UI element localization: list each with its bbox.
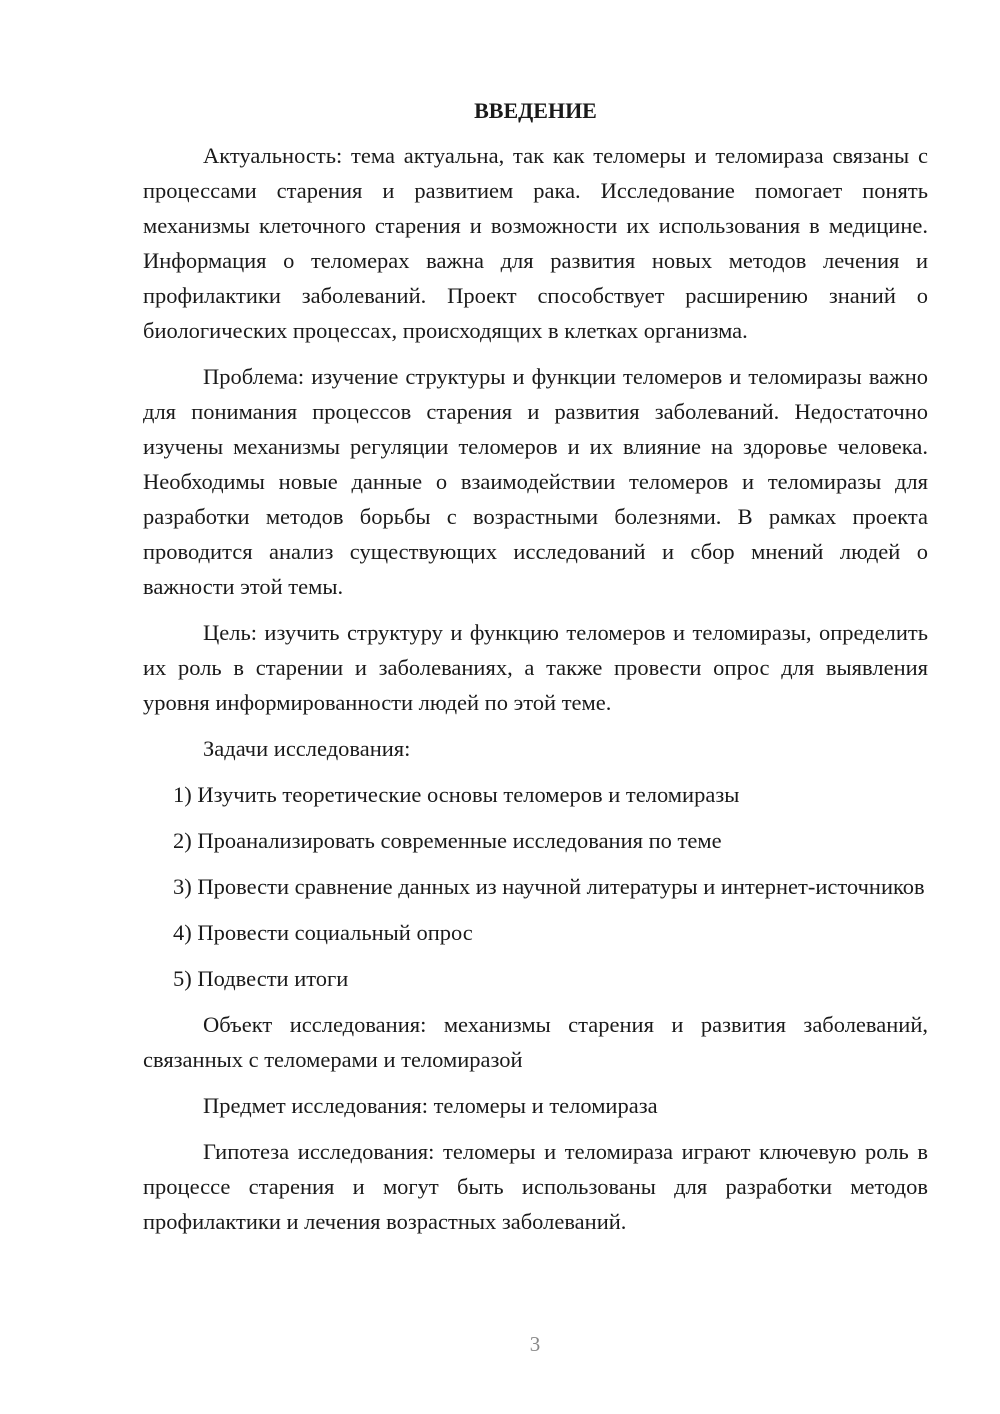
task-item: 4) Провести социальный опрос: [173, 920, 473, 945]
relevance-paragraph: Актуальность: тема актуальна, так как теломеры и теломираза связаны с процессами старения и развитием рака. Исследование помогает понять механизмы клеточного старения и возможности их использования в медицине. Информация о теломерах важна для развития новых методов лечения и профилактики заболеваний. Проект способствует расширению знаний о биологических процессах, происходящих в клетках организма.: [143, 143, 928, 343]
task-item: 1) Изучить теоретические основы теломеров и теломиразы: [173, 782, 740, 807]
subject-paragraph: Предмет исследования: теломеры и теломираза: [203, 1093, 658, 1118]
document-page: [143, 93, 928, 1250]
goal-paragraph: Цель: изучить структуру и функцию теломеров и теломиразы, определить их роль в старении и заболеваниях, а также провести опрос для выявления уровня информированности людей по этой теме.: [143, 620, 928, 715]
task-item: 2) Проанализировать современные исследования по теме: [173, 828, 722, 853]
tasks-heading: Задачи исследования:: [203, 736, 411, 761]
problem-paragraph: Проблема: изучение структуры и функции теломеров и теломиразы важно для понимания процессов старения и развития заболеваний. Недостаточно изучены механизмы регуляции теломеров и их влияние на здоровье человека. Необходимы новые данные о взаимодействии теломеров и теломиразы для разработки методов борьбы с возрастными болезнями. В рамках проекта проводится анализ существующих исследований и сбор мнений людей о важности этой темы.: [143, 364, 928, 599]
object-paragraph: Объект исследования: механизмы старения и развития заболеваний, связанных с теломерами и теломиразой: [143, 1012, 928, 1072]
task-item: 3) Провести сравнение данных из научной литературы и интернет-источников: [173, 874, 925, 899]
hypothesis-paragraph: Гипотеза исследования: теломеры и теломираза играют ключевую роль в процессе старения и могут быть использованы для разработки методов профилактики и лечения возрастных заболеваний.: [143, 1139, 928, 1234]
page-number: 3: [529, 1332, 541, 1356]
task-item: 5) Подвести итоги: [173, 966, 349, 991]
section-title: ВВЕДЕНИЕ: [474, 98, 597, 123]
